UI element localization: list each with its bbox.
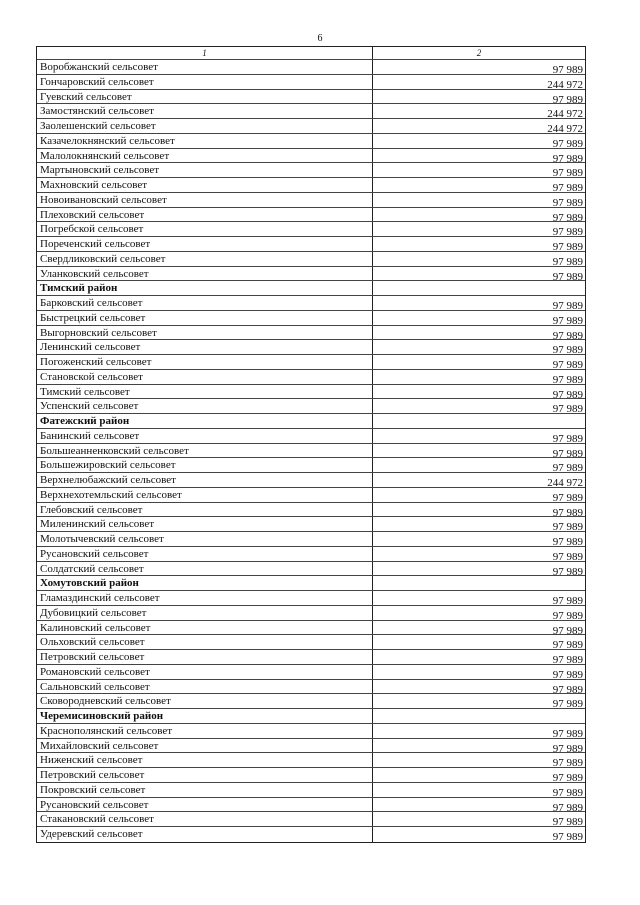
amount-value: 97 989 — [552, 698, 583, 708]
page-number: 6 — [317, 33, 323, 44]
amount-value: 97 989 — [552, 255, 583, 266]
table-row — [37, 134, 585, 149]
settlement-name: Погребской сельсовет — [37, 222, 373, 236]
table-row — [37, 75, 585, 90]
table-row — [37, 680, 585, 695]
settlement-name: Ниженский сельсовет — [37, 753, 373, 767]
table-row — [37, 104, 585, 119]
amount-value: 97 989 — [552, 373, 583, 384]
table-row — [37, 694, 585, 709]
amount-value: 97 989 — [552, 447, 583, 458]
settlement-name: Сальновский сельсовет — [37, 680, 373, 694]
settlement-name: Большеанненковский сельсовет — [37, 444, 373, 458]
settlement-name: Покровский сельсовет — [37, 783, 373, 797]
settlement-name: Молотычевский сельсовет — [37, 532, 373, 546]
settlement-name: Плеховский сельсовет — [37, 208, 373, 222]
table-row — [37, 399, 585, 414]
settlement-name: Сковородневский сельсовет — [37, 694, 373, 708]
amount-value: 97 989 — [552, 595, 583, 605]
amount-value: 97 989 — [552, 432, 583, 443]
table-row — [37, 163, 585, 178]
amount-value — [373, 576, 585, 590]
table-row — [37, 222, 585, 237]
table-row — [37, 827, 585, 842]
table-row — [37, 547, 585, 562]
table-row — [37, 458, 585, 473]
allocation-table — [36, 46, 586, 843]
table-row — [37, 237, 585, 252]
amount-value: 97 989 — [552, 609, 583, 620]
settlement-name: Ленинский сельсовет — [37, 340, 373, 354]
district-name: Черемисиновский район — [37, 709, 373, 723]
table-row — [37, 385, 585, 400]
amount-value: 97 989 — [552, 550, 583, 561]
table-row — [37, 429, 585, 444]
amount-value: 244 972 — [547, 108, 583, 118]
settlement-name: Верхнехотемльский сельсовет — [37, 488, 373, 502]
amount-value: 97 989 — [552, 757, 583, 767]
column-header-2: 2 — [476, 48, 482, 58]
settlement-name: Выгорновский сельсовет — [37, 326, 373, 340]
settlement-name: Воробжанский сельсовет — [37, 60, 373, 74]
settlement-name: Калиновский сельсовет — [37, 621, 373, 635]
settlement-name: Миленинский сельсовет — [37, 517, 373, 531]
amount-value: 97 989 — [552, 521, 583, 531]
table-row — [37, 370, 585, 385]
settlement-name: Тимский сельсовет — [37, 385, 373, 399]
amount-value: 97 989 — [552, 727, 583, 738]
amount-value: 97 989 — [552, 683, 583, 694]
table-row — [37, 739, 585, 754]
table-row — [37, 724, 585, 739]
table-row — [37, 798, 585, 813]
district-name: Хомутовский район — [37, 576, 373, 590]
amount-value: 97 989 — [552, 359, 583, 369]
amount-value: 97 989 — [552, 772, 583, 782]
settlement-name: Петровский сельсовет — [37, 768, 373, 782]
amount-value: 97 989 — [552, 167, 583, 177]
amount-value: 97 989 — [552, 226, 583, 236]
settlement-name: Свердликовский сельсовет — [37, 252, 373, 266]
settlement-name: Банинский сельсовет — [37, 429, 373, 443]
table-row — [37, 591, 585, 606]
settlement-name: Солдатский сельсовет — [37, 562, 373, 576]
settlement-name: Гламаздинский сельсовет — [37, 591, 373, 605]
settlement-name: Пореченский сельсовет — [37, 237, 373, 251]
amount-value: 97 989 — [552, 742, 583, 753]
settlement-name: Гончаровский сельсовет — [37, 75, 373, 89]
amount-value — [373, 414, 585, 428]
table-row — [37, 606, 585, 621]
table-row — [37, 208, 585, 223]
amount-value — [373, 709, 585, 723]
district-section-row — [37, 414, 585, 429]
amount-value: 97 989 — [552, 403, 583, 413]
amount-value: 97 989 — [552, 314, 583, 325]
amount-value: 97 989 — [552, 241, 583, 251]
settlement-name: Краснополянский сельсовет — [37, 724, 373, 738]
table-row — [37, 783, 585, 798]
table-row — [37, 650, 585, 665]
settlement-name: Погоженский сельсовет — [37, 355, 373, 369]
table-row — [37, 532, 585, 547]
table-row — [37, 267, 585, 282]
table-row — [37, 665, 585, 680]
amount-value: 97 989 — [552, 491, 583, 502]
table-row — [37, 768, 585, 783]
settlement-name: Петровский сельсовет — [37, 650, 373, 664]
settlement-name: Ольховский сельсовет — [37, 635, 373, 649]
settlement-name: Казачелокнянский сельсовет — [37, 134, 373, 148]
table-row — [37, 311, 585, 326]
amount-value: 97 989 — [552, 329, 583, 340]
district-section-row — [37, 281, 585, 296]
settlement-name: Новоивановский сельсовет — [37, 193, 373, 207]
settlement-name: Успенский сельсовет — [37, 399, 373, 413]
table-body — [37, 60, 585, 842]
amount-value: 97 989 — [552, 639, 583, 649]
settlement-name: Малолокнянский сельсовет — [37, 149, 373, 163]
table-row — [37, 90, 585, 105]
table-row — [37, 296, 585, 311]
amount-value: 97 989 — [552, 64, 583, 74]
table-row — [37, 355, 585, 370]
amount-value: 97 989 — [552, 300, 583, 310]
amount-value: 97 989 — [552, 506, 583, 517]
amount-value: 97 989 — [552, 786, 583, 797]
district-section-row — [37, 709, 585, 724]
amount-value: 97 989 — [552, 536, 583, 546]
settlement-name: Дубовицкий сельсовет — [37, 606, 373, 620]
settlement-name: Удеревский сельсовет — [37, 827, 373, 842]
settlement-name: Мартыновский сельсовет — [37, 163, 373, 177]
settlement-name: Махновский сельсовет — [37, 178, 373, 192]
table-row — [37, 178, 585, 193]
amount-value: 97 989 — [552, 152, 583, 163]
amount-value: 97 989 — [552, 270, 583, 281]
district-name: Тимский район — [37, 281, 373, 295]
settlement-name: Становской сельсовет — [37, 370, 373, 384]
settlement-name: Романовский сельсовет — [37, 665, 373, 679]
table-row — [37, 503, 585, 518]
table-row — [37, 562, 585, 577]
table-row — [37, 326, 585, 341]
column-header-1: 1 — [37, 47, 373, 59]
table-row — [37, 812, 585, 827]
amount-value: 97 989 — [552, 93, 583, 104]
amount-value: 97 989 — [552, 801, 583, 812]
settlement-name: Русановский сельсовет — [37, 798, 373, 812]
table-row — [37, 753, 585, 768]
amount-value: 97 989 — [552, 831, 583, 842]
amount-value: 97 989 — [552, 344, 583, 354]
table-row — [37, 149, 585, 164]
table-row — [37, 340, 585, 355]
settlement-name: Русановский сельсовет — [37, 547, 373, 561]
settlement-name: Гуевский сельсовет — [37, 90, 373, 104]
settlement-name: Глебовский сельсовет — [37, 503, 373, 517]
settlement-name: Уланковский сельсовет — [37, 267, 373, 281]
amount-value: 97 989 — [552, 668, 583, 679]
settlement-name: Барковский сельсовет — [37, 296, 373, 310]
table-header-row — [37, 47, 585, 60]
table-row — [37, 444, 585, 459]
settlement-name: Большежировский сельсовет — [37, 458, 373, 472]
amount-value — [373, 281, 585, 295]
amount-value: 97 989 — [552, 211, 583, 222]
settlement-name: Замостянский сельсовет — [37, 104, 373, 118]
table-row — [37, 252, 585, 267]
amount-value: 97 989 — [552, 182, 583, 192]
table-row — [37, 60, 585, 75]
amount-value: 97 989 — [552, 654, 583, 664]
amount-value: 97 989 — [552, 816, 583, 826]
district-name: Фатежский район — [37, 414, 373, 428]
settlement-name: Михайловский сельсовет — [37, 739, 373, 753]
settlement-name: Стакановский сельсовет — [37, 812, 373, 826]
amount-value: 97 989 — [552, 565, 583, 576]
table-row — [37, 635, 585, 650]
amount-value: 97 989 — [552, 624, 583, 635]
amount-value: 97 989 — [552, 196, 583, 207]
settlement-name: Быстрецкий сельсовет — [37, 311, 373, 325]
table-row — [37, 517, 585, 532]
amount-value: 244 972 — [547, 123, 583, 133]
table-row — [37, 193, 585, 208]
amount-value: 97 989 — [552, 388, 583, 399]
table-row — [37, 473, 585, 488]
amount-value: 97 989 — [552, 137, 583, 148]
settlement-name: Заолешенский сельсовет — [37, 119, 373, 133]
amount-value: 244 972 — [547, 477, 583, 487]
amount-value: 244 972 — [547, 78, 583, 89]
table-row — [37, 621, 585, 636]
table-row — [37, 488, 585, 503]
district-section-row — [37, 576, 585, 591]
table-row — [37, 119, 585, 134]
settlement-name: Верхнелюбажский сельсовет — [37, 473, 373, 487]
amount-value: 97 989 — [552, 462, 583, 472]
